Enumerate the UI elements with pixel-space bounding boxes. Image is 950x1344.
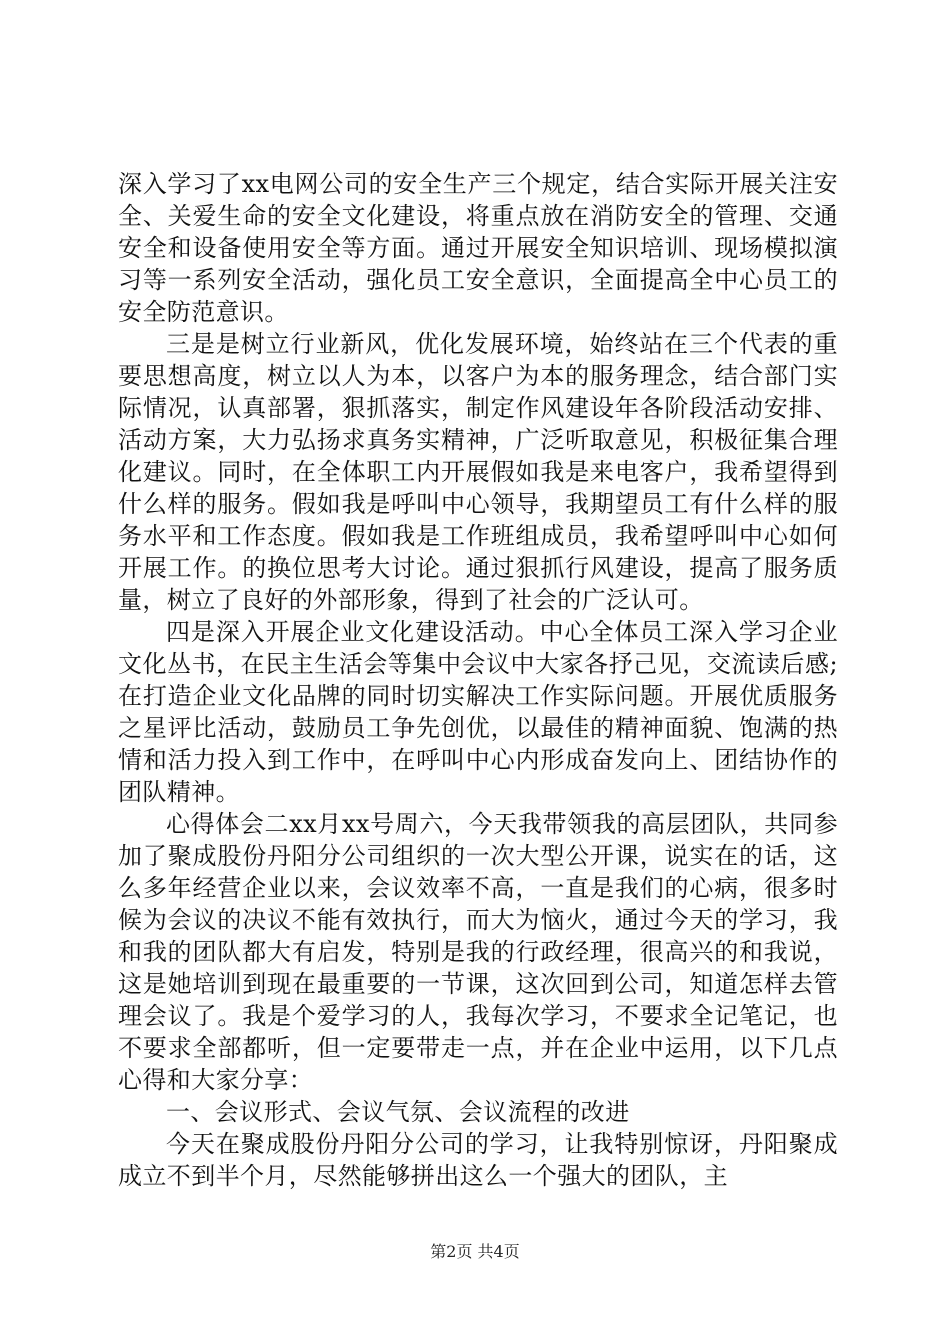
document-body	[118, 168, 838, 1192]
paragraph: 四是深入开展企业文化建设活动。中心全体员工深入学习企业文化丛书，在民主生活会等集中会议中大家各抒己见，交流读后感;在打造企业文化品牌的同时切实解决工作实际问题。开展优质服务之星评比活动，鼓励员工争先创优，以最佳的精神面貌、饱满的热情和活力投入到工作中，在呼叫中心内形成奋发向上、团结协作的团队精神。	[118, 618, 838, 806]
paragraph: 今天在聚成股份丹阳分公司的学习，让我特别惊讶，丹阳聚成成立不到半个月，尽然能够拼出这么一个强大的团队，主	[118, 1130, 838, 1190]
paragraph: 心得体会二xx月xx号周六，今天我带领我的高层团队，共同参加了聚成股份丹阳分公司组织的一次大型公开课，说实在的话，这么多年经营企业以来，会议效率不高，一直是我们的心病，很多时候为会议的决议不能有效执行，而大为恼火，通过今天的学习，我和我的团队都大有启发，特别是我的行政经理，很高兴的和我说，这是她培训到现在最重要的一节课，这次回到公司，知道怎样去管理会议了。我是个爱学习的人，我每次学习，不要求全记笔记，也不要求全部都听，但一定要带走一点，并在企业中运用，以下几点心得和大家分享：	[118, 810, 838, 1094]
page-number-footer: 第2页 共4页	[430, 1242, 520, 1261]
section-heading: 一、会议形式、会议气氛、会议流程的改进	[166, 1098, 630, 1126]
paragraph: 三是是树立行业新风，优化发展环境，始终站在三个代表的重要思想高度，树立以人为本，以客户为本的服务理念，结合部门实际情况，认真部署，狠抓落实，制定作风建设年各阶段活动安排、活动方案，大力弘扬求真务实精神，广泛听取意见，积极征集合理化建议。同时，在全体职工内开展假如我是来电客户，我希望得到什么样的服务。假如我是呼叫中心领导，我期望员工有什么样的服务水平和工作态度。假如我是工作班组成员，我希望呼叫中心如何开展工作。的换位思考大讨论。通过狠抓行风建设，提高了服务质量，树立了良好的外部形象，得到了社会的广泛认可。	[118, 330, 838, 614]
paragraph: 深入学习了xx电网公司的安全生产三个规定，结合实际开展关注安全、关爱生命的安全文化建设，将重点放在消防安全的管理、交通安全和设备使用安全等方面。通过开展安全知识培训、现场模拟演习等一系列安全活动，强化员工安全意识，全面提高全中心员工的安全防范意识。	[118, 170, 838, 326]
